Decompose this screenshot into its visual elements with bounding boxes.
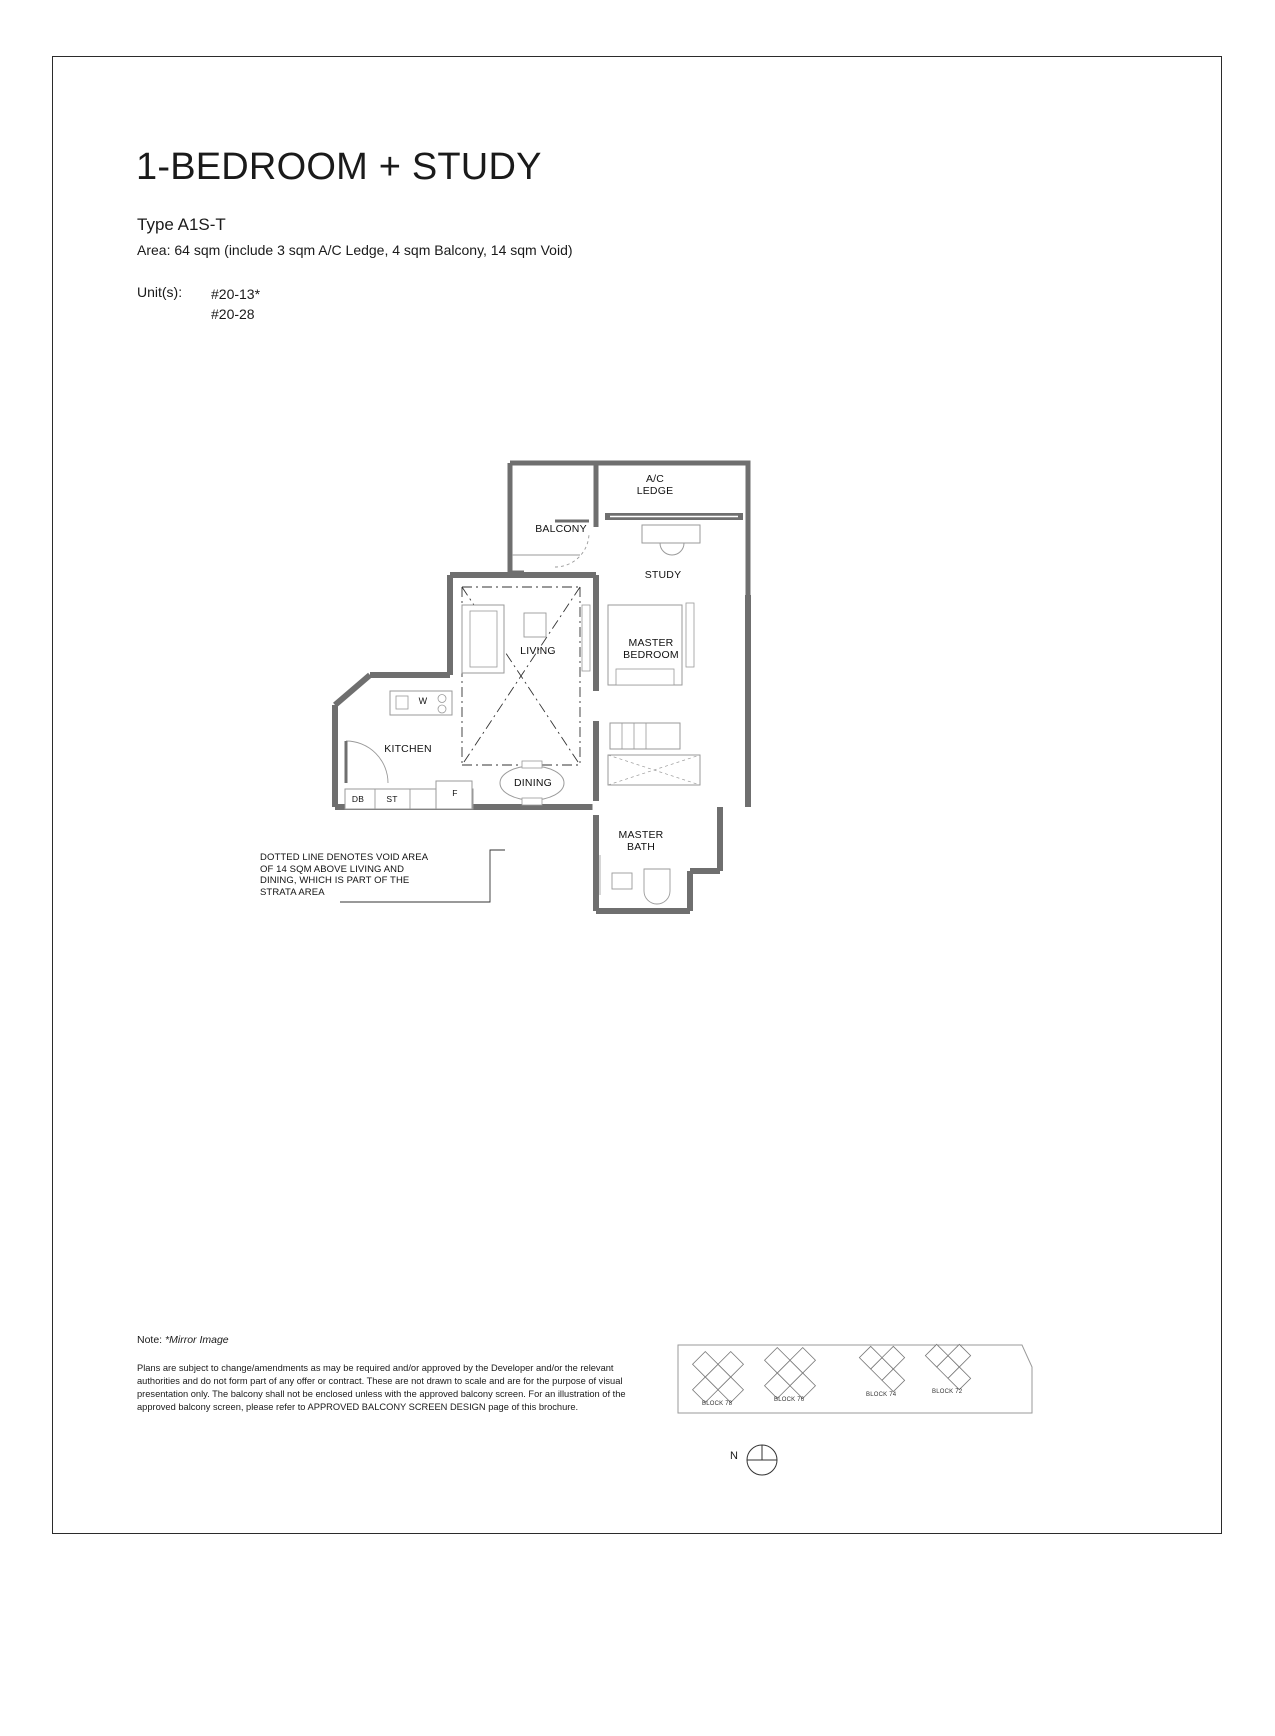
keyplan-label-block-76: BLOCK 76: [774, 1397, 805, 1403]
room-label-living: LIVING: [520, 645, 556, 657]
unit-type: Type A1S-T: [137, 215, 226, 234]
keyplan-label-block-78: BLOCK 78: [702, 1401, 733, 1407]
fixture-label-fridge: F: [452, 788, 458, 798]
room-label-dining: DINING: [514, 777, 552, 789]
void-note: DOTTED LINE DENOTES VOID AREA OF 14 SQM ABOVE LIVING AND DINING, WHICH IS PART OF THE STRATA AREA: [260, 852, 429, 898]
units-list: [211, 284, 260, 324]
units-label: Unit(s):: [137, 284, 183, 300]
keyplan-label-block-74: BLOCK 74: [866, 1392, 897, 1398]
room-label-study: STUDY: [644, 569, 682, 581]
keyplan-label-block-72: BLOCK 72: [932, 1389, 963, 1395]
room-label-master-bath: MASTER BATH: [618, 829, 664, 853]
disclaimer-text: Plans are subject to change/amendments as may be required and/or approved by the Developer and/or the relevant authorities and do not form part of any offer or contract. These are not drawn to scale and are for the purpose of visual presentation only. The balcony shall not be enclosed unless with the approved balcony screen. For an illustration of the approved balcony screen, please refer to APPROVED BALCONY SCREEN DESIGN page of this brochure.: [137, 1363, 626, 1412]
note-text: *Mirror Image: [165, 1334, 229, 1346]
room-label-ac-ledge: A/C LEDGE: [636, 473, 674, 497]
fixture-label-store: ST: [386, 794, 398, 804]
unit-number: #20-13*: [211, 286, 261, 302]
room-label-balcony: BALCONY: [535, 523, 587, 535]
room-label-master-bedroom: MASTER BEDROOM: [623, 637, 679, 661]
fixture-label-washer: W: [418, 696, 428, 706]
unit-number: #20-28: [211, 306, 255, 322]
room-label-kitchen: KITCHEN: [384, 743, 432, 755]
mirror-image-note: [137, 1334, 229, 1346]
unit-area: Area: 64 sqm (include 3 sqm A/C Ledge, 4 sqm Balcony, 14 sqm Void): [137, 242, 573, 258]
page-title: 1-BEDROOM + STUDY: [136, 146, 542, 188]
note-label: Note:: [137, 1334, 163, 1346]
compass-north-label: N: [730, 1450, 738, 1462]
key-plan: [676, 1337, 1034, 1415]
fixture-label-db: DB: [351, 794, 365, 804]
